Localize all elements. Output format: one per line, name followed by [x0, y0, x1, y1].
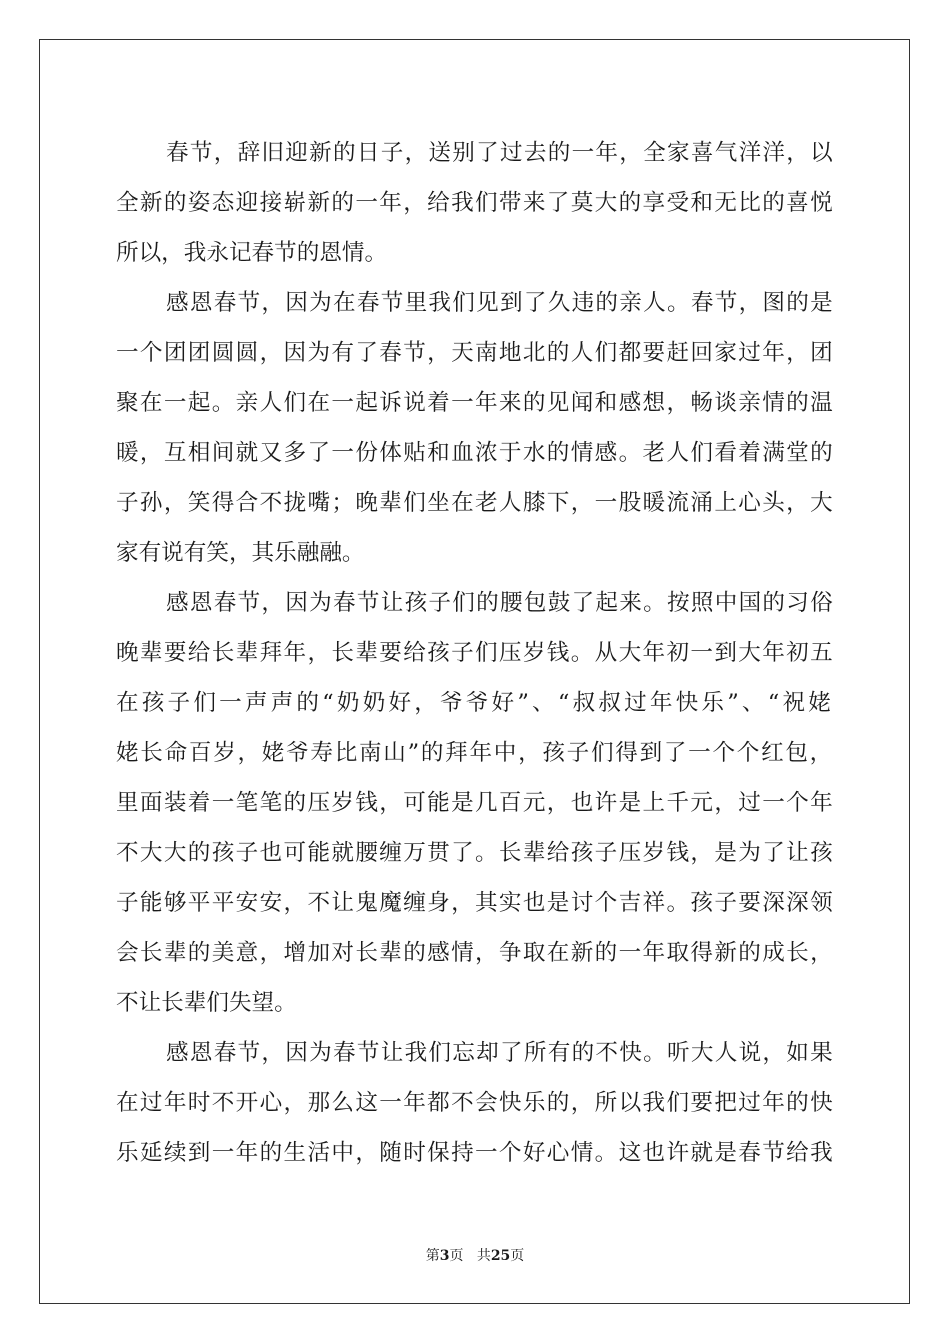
footer-total-prefix: 共	[476, 1248, 491, 1264]
paragraph-line: 子能够平平安安，不让鬼魔缠身，其实也是讨个吉祥。孩子要深深领	[116, 890, 834, 916]
footer-total-pages: 25	[490, 1248, 511, 1264]
paragraph-line: 暖，互相间就又多了一份体贴和血浓于水的情感。老人们看着满堂的	[116, 440, 834, 466]
paragraph-line: 不让长辈们失望。	[116, 990, 297, 1016]
footer-page-number: 3	[439, 1248, 450, 1264]
paragraph-line: 乐延续到一年的生活中，随时保持一个好心情。这也许就是春节给我	[116, 1140, 834, 1166]
footer-page-prefix: 第	[425, 1248, 440, 1264]
paragraph-line: 在过年时不开心，那么这一年都不会快乐的，所以我们要把过年的快	[116, 1090, 834, 1116]
paragraph-line: 子孙，笑得合不拢嘴；晚辈们坐在老人膝下，一股暖流涌上心头，大	[116, 490, 834, 516]
paragraph-first-line: 感恩春节，因为春节让孩子们的腰包鼓了起来。按照中国的习俗	[166, 590, 834, 616]
paragraph-line: 所以，我永记春节的恩情。	[116, 240, 388, 266]
footer-total-suffix: 页	[510, 1248, 525, 1264]
footer-page-suffix: 页	[449, 1248, 464, 1264]
paragraph-first-line: 感恩春节，因为春节让我们忘却了所有的不快。听大人说，如果	[166, 1040, 834, 1066]
paragraph-line: 不大大的孩子也可能就腰缠万贯了。长辈给孩子压岁钱，是为了让孩	[116, 840, 834, 866]
paragraph-line: 里面装着一笔笔的压岁钱，可能是几百元，也许是上千元，过一个年	[116, 790, 834, 816]
paragraph-line: 在孩子们一声声的“奶奶好，爷爷好”、“叔叔过年快乐”、“祝姥	[116, 690, 834, 716]
paragraph-first-line: 春节，辞旧迎新的日子，送别了过去的一年，全家喜气洋洋，以	[166, 140, 834, 166]
paragraph-line: 会长辈的美意，增加对长辈的感情，争取在新的一年取得新的成长，	[116, 940, 834, 966]
document-body	[116, 128, 834, 1178]
paragraph-line: 一个团团圆圆，因为有了春节，天南地北的人们都要赶回家过年，团	[116, 340, 834, 366]
paragraph-line: 姥长命百岁，姥爷寿比南山”的拜年中，孩子们得到了一个个红包，	[116, 740, 834, 766]
paragraph-line: 聚在一起。亲人们在一起诉说着一年来的见闻和感想，畅谈亲情的温	[116, 390, 834, 416]
paragraph-line: 全新的姿态迎接崭新的一年，给我们带来了莫大的享受和无比的喜悦	[116, 190, 834, 216]
paragraph-line: 家有说有笑，其乐融融。	[116, 540, 365, 566]
paragraph-line: 晚辈要给长辈拜年，长辈要给孩子们压岁钱。从大年初一到大年初五	[116, 640, 834, 666]
paragraph-first-line: 感恩春节，因为在春节里我们见到了久违的亲人。春节，图的是	[166, 290, 834, 316]
page-footer	[0, 1246, 950, 1266]
